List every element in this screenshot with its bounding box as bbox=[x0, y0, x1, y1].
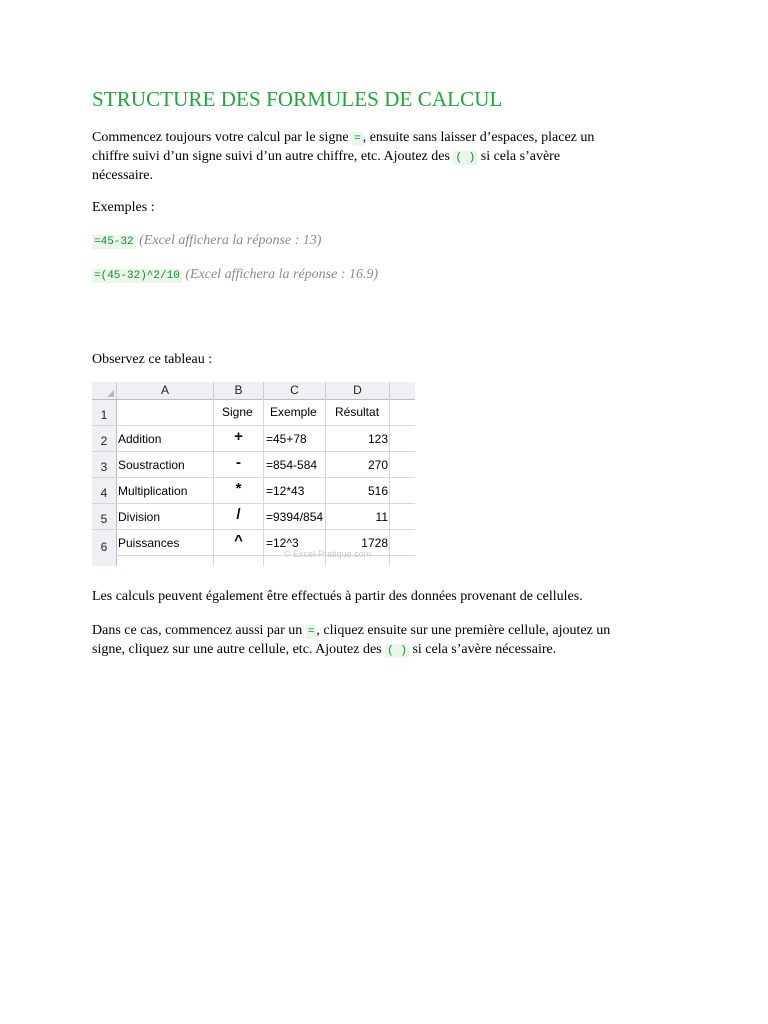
cell-b1: Signe bbox=[222, 405, 253, 419]
cell-c6: =12^3 bbox=[266, 536, 299, 550]
intro-text: Commencez toujours votre calcul par le signe bbox=[92, 130, 353, 145]
example-2-formula: =(45-32)^2/10 bbox=[94, 270, 180, 282]
cell-a2: Addition bbox=[118, 432, 162, 446]
row-number: 1 bbox=[100, 408, 108, 422]
row-header bbox=[92, 504, 117, 530]
cell-d3: 270 bbox=[367, 458, 388, 472]
cell-b5: / bbox=[236, 506, 241, 523]
intro-text: si cela s’avère bbox=[477, 149, 561, 164]
intro-line-2 bbox=[92, 148, 594, 167]
row-header bbox=[92, 400, 117, 426]
grid-line bbox=[116, 503, 415, 504]
cell-a6: Puissances bbox=[118, 536, 180, 550]
observe-label: Observez ce tableau : bbox=[92, 352, 213, 367]
cell-c2: =45+78 bbox=[266, 432, 307, 446]
corner-triangle-icon bbox=[107, 390, 114, 397]
column-header-c: C bbox=[264, 382, 326, 399]
grid-line bbox=[389, 399, 390, 566]
row-number: 5 bbox=[100, 512, 108, 526]
grid-line bbox=[116, 477, 415, 478]
page-title: STRUCTURE DES FORMULES DE CALCUL bbox=[92, 87, 503, 111]
cell-b3: - bbox=[236, 454, 241, 471]
row-number: 6 bbox=[100, 540, 108, 554]
grid-line bbox=[116, 451, 415, 452]
case-line-1 bbox=[92, 622, 610, 641]
equals-code: = bbox=[354, 133, 361, 145]
case-text: si cela s’avère nécessaire. bbox=[408, 642, 557, 657]
cell-d5: 11 bbox=[375, 510, 388, 524]
cell-b6: ^ bbox=[234, 532, 243, 549]
intro-paragraph bbox=[92, 129, 594, 184]
example-1-formula: =45-32 bbox=[94, 236, 134, 248]
grid-line bbox=[116, 529, 415, 530]
cell-a4: Multiplication bbox=[118, 484, 188, 498]
equals-code: = bbox=[307, 626, 315, 638]
cell-c1: Exemple bbox=[270, 405, 317, 419]
cell-d1: Résultat bbox=[335, 405, 380, 419]
cell-d2: 123 bbox=[367, 432, 388, 446]
cell-d4: 516 bbox=[367, 484, 388, 498]
cell-a3: Soustraction bbox=[118, 458, 185, 472]
parens-code: ( ) bbox=[455, 152, 476, 164]
row-number: 2 bbox=[100, 434, 108, 448]
column-header-b: B bbox=[214, 382, 264, 399]
select-all-corner bbox=[92, 382, 117, 399]
row-header bbox=[92, 426, 117, 452]
examples-label: Exemples : bbox=[92, 200, 155, 215]
example-1 bbox=[92, 232, 321, 251]
example-1-note: (Excel affichera la réponse : 13) bbox=[139, 233, 322, 248]
column-header-d: D bbox=[326, 382, 390, 399]
cell-d6: 1728 bbox=[361, 536, 388, 550]
row-number: 4 bbox=[100, 486, 108, 500]
case-text: Dans ce cas, commencez aussi par un bbox=[92, 623, 306, 638]
grid-line bbox=[116, 425, 415, 426]
grid-line bbox=[263, 399, 264, 566]
cell-c5: =9394/854 bbox=[266, 510, 324, 524]
example-2 bbox=[92, 266, 378, 285]
row-number: 3 bbox=[100, 460, 108, 474]
case-text: signe, cliquez sur une autre cellule, etc. Ajoutez des bbox=[92, 642, 386, 657]
cell-a5: Division bbox=[118, 510, 161, 524]
column-header-row bbox=[92, 382, 415, 400]
intro-text: , ensuite sans laisser d’espaces, placez un bbox=[362, 130, 595, 145]
intro-text: chiffre suivi d’un signe suivi d’un autre chiffre, etc. Ajoutez des bbox=[92, 149, 454, 164]
intro-line-1 bbox=[92, 129, 594, 148]
row-header bbox=[92, 478, 117, 504]
cell-b2: + bbox=[234, 428, 243, 445]
example-2-note: (Excel affichera la réponse : 16.9) bbox=[185, 267, 379, 282]
row-header bbox=[92, 530, 117, 566]
row-header bbox=[92, 452, 117, 478]
cell-c4: =12*43 bbox=[266, 484, 305, 498]
case-paragraph bbox=[92, 622, 610, 660]
column-header-a: A bbox=[117, 382, 214, 399]
watermark: © Excel-Pratique.com bbox=[284, 549, 372, 559]
cell-c3: =854-584 bbox=[266, 458, 318, 472]
intro-line-3: nécessaire. bbox=[92, 168, 154, 183]
spreadsheet-table bbox=[92, 382, 415, 566]
cell-b4: * bbox=[235, 480, 242, 497]
cells-paragraph: Les calculs peuvent également être effectués à partir des données provenant de cellules. bbox=[92, 589, 583, 604]
case-line-2 bbox=[92, 641, 610, 660]
parens-code: ( ) bbox=[387, 645, 407, 657]
case-text: , cliquez ensuite sur une première cellule, ajoutez un bbox=[316, 623, 611, 638]
